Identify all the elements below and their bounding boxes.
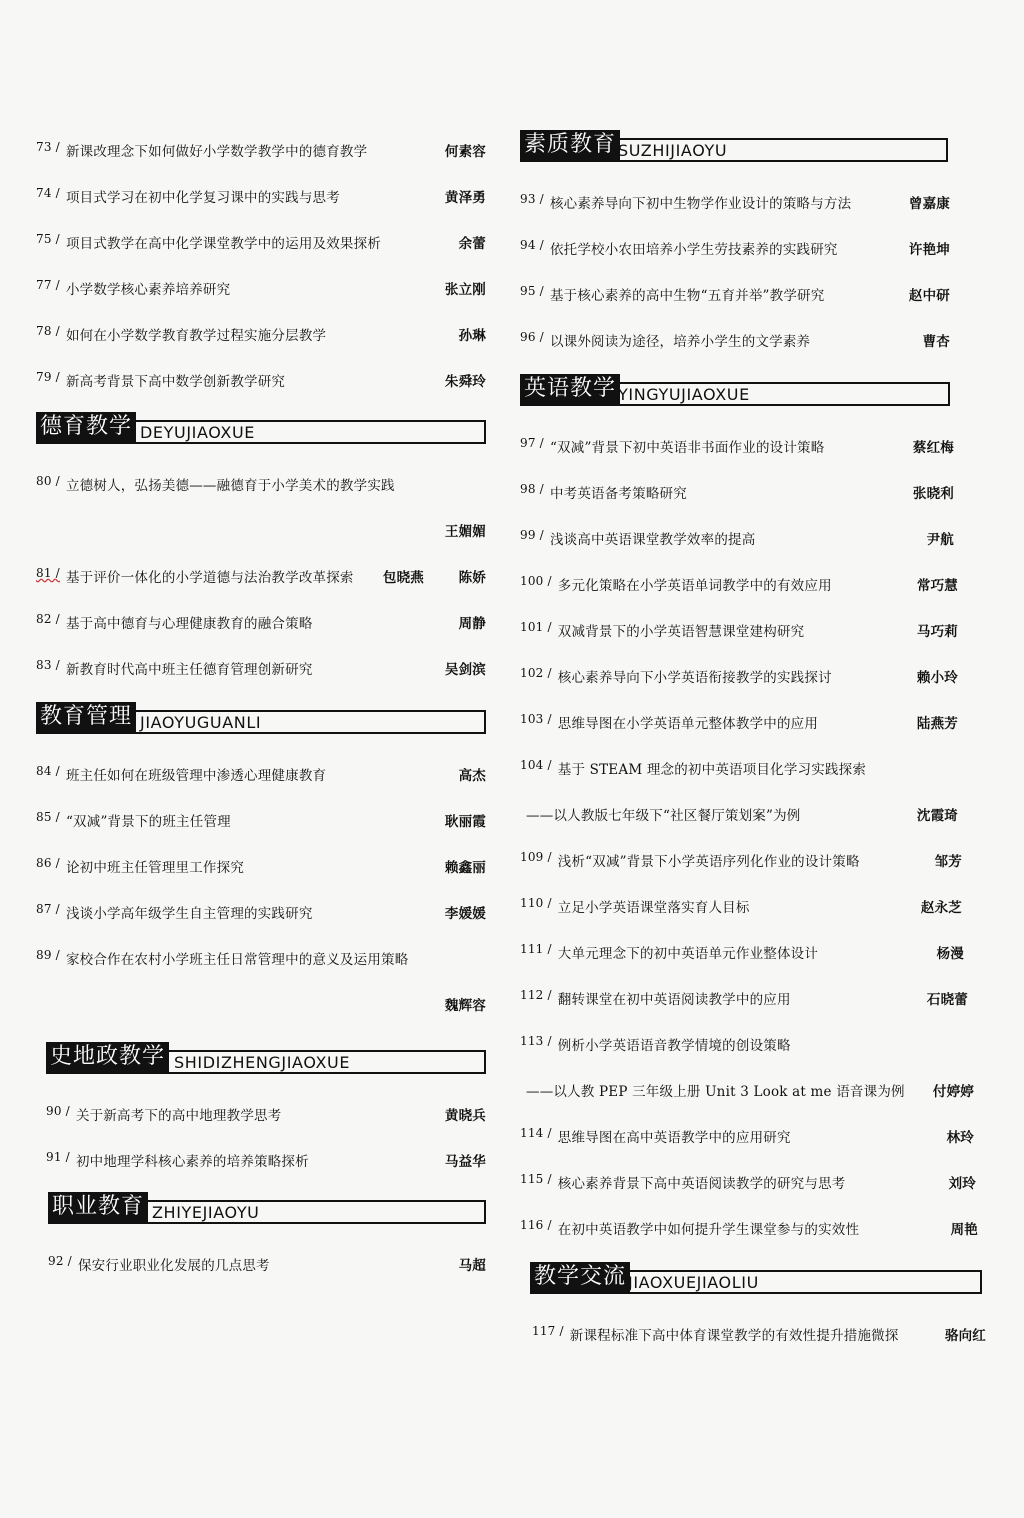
entry-title: 浅谈高中英语课堂教学效率的提高: [549, 532, 756, 548]
entry-title: 家校合作在农村小学班主任日常管理中的意义及运用策略: [65, 952, 409, 968]
entry-title: 浅谈小学高年级学生自主管理的实践研究: [65, 906, 313, 922]
toc-entry[interactable]: 80 / 立德树人，弘扬美德——融德育于小学美术的教学实践 王媚媚: [36, 474, 486, 540]
toc-entry[interactable]: 101 / 双减背景下的小学英语智慧课堂建构研究 马巧莉: [520, 620, 958, 640]
entry-author: 常巧慧: [916, 578, 958, 594]
section-title-cn: 德育教学: [36, 412, 136, 442]
toc-entry[interactable]: 111 / 大单元理念下的初中英语单元作业整体设计 杨漫: [520, 942, 964, 962]
entry-author: 黄晓兵: [444, 1108, 486, 1124]
entry-title: 核心素养背景下高中英语阅读教学的研究与思考: [557, 1176, 846, 1192]
toc-entry[interactable]: 79 / 新高考背景下高中数学创新教学研究 朱舜玲: [36, 370, 486, 390]
right-column: [520, 128, 986, 1370]
section-title-cn: 教育管理: [36, 702, 136, 732]
section-title-cn: 教学交流: [530, 1262, 630, 1292]
toc-entry[interactable]: 99 / 浅谈高中英语课堂教学效率的提高 尹航: [520, 528, 954, 548]
entry-title: 思维导图在高中英语教学中的应用研究: [557, 1130, 791, 1146]
toc-entry[interactable]: 114 / 思维导图在高中英语教学中的应用研究 林玲: [520, 1126, 974, 1146]
entry-author: 许艳坤: [908, 242, 950, 258]
entry-title: 新高考背景下高中数学创新教学研究: [65, 374, 286, 390]
section-header-deyu: [36, 412, 486, 444]
entry-author: 赵永芝: [920, 900, 962, 916]
entry-author: 马益华: [444, 1154, 486, 1170]
entry-title: 基于核心素养的高中生物“五育并举”教学研究: [549, 288, 825, 304]
entry-author: 石晓蕾: [926, 992, 968, 1008]
toc-entry[interactable]: 104 / 基于 STEAM 理念的初中英语项目化学习实践探索: [520, 758, 986, 804]
toc-entry[interactable]: 86 / 论初中班主任管理里工作探究 赖鑫丽: [36, 856, 486, 876]
entry-title: 项目式学习在初中化学复习课中的实践与思考: [65, 190, 340, 206]
entry-author: 周艳: [950, 1222, 978, 1238]
toc-entry[interactable]: 113 / 例析小学英语语音教学情境的创设策略: [520, 1034, 986, 1080]
entry-title: “双减”背景下初中英语非书面作业的设计策略: [549, 440, 825, 456]
entry-author: 李媛媛: [444, 906, 486, 922]
toc-entry[interactable]: 117 / 新课程标准下高中体育课堂教学的有效性提升措施微探 骆向红: [532, 1324, 986, 1344]
section-title-pinyin: JIAOYUGUANLI: [140, 713, 262, 732]
toc-entry-subtitle[interactable]: [520, 804, 986, 850]
entry-title: 以课外阅读为途径，培养小学生的文学素养: [549, 334, 811, 350]
entry-author: 耿丽霞: [444, 814, 486, 830]
section-header-zhiye: [48, 1192, 486, 1224]
entry-title: 如何在小学数学教育教学过程实施分层教学: [65, 328, 327, 344]
entry-title: 论初中班主任管理里工作探究: [65, 860, 245, 876]
entry-title: 双减背景下的小学英语智慧课堂建构研究: [557, 624, 805, 640]
entry-author: 马巧莉: [916, 624, 958, 640]
toc-entry-subtitle[interactable]: [520, 1080, 986, 1126]
entry-author: 孙琳: [458, 328, 486, 344]
entry-author: 杨漫: [936, 946, 964, 962]
section-header-jiaoliu: [530, 1262, 982, 1294]
entry-title: 核心素养导向下初中生物学作业设计的策略与方法: [549, 196, 852, 212]
toc-entry[interactable]: 78 / 如何在小学数学教育教学过程实施分层教学 孙琳: [36, 324, 486, 344]
entry-author: 包晓燕: [382, 570, 424, 586]
toc-entry[interactable]: 77 / 小学数学核心素养培养研究 张立刚: [36, 278, 486, 298]
toc-entry[interactable]: 93 / 核心素养导向下初中生物学作业设计的策略与方法 曾嘉康: [520, 192, 950, 212]
entry-author: 沈霞琦: [916, 808, 958, 824]
entry-author: 邹芳: [934, 854, 962, 870]
entry-title: ——以人教 PEP 三年级上册 Unit 3 Look at me 语音课为例: [526, 1084, 905, 1100]
section-header-guanli: [36, 702, 486, 734]
entry-title: 立德树人，弘扬美德——融德育于小学美术的教学实践: [65, 478, 395, 494]
toc-entry[interactable]: 116 / 在初中英语教学中如何提升学生课堂参与的实效性 周艳: [520, 1218, 978, 1238]
toc-entry[interactable]: 95 / 基于核心素养的高中生物“五育并举”教学研究 赵中研: [520, 284, 950, 304]
toc-entry[interactable]: 87 / 浅谈小学高年级学生自主管理的实践研究 李媛媛: [36, 902, 486, 922]
entry-title: 项目式教学在高中化学课堂教学中的运用及效果探析: [65, 236, 382, 252]
entry-author-2: 陈娇: [458, 570, 486, 586]
entry-title: 在初中英语教学中如何提升学生课堂参与的实效性: [557, 1222, 860, 1238]
toc-entry[interactable]: 81 / 基于评价一体化的小学道德与法治教学改革探索 包晓燕 陈娇: [36, 566, 486, 586]
toc-entry[interactable]: 97 / “双减”背景下初中英语非书面作业的设计策略 蔡红梅: [520, 436, 954, 456]
toc-entry[interactable]: 94 / 依托学校小农田培养小学生劳技素养的实践研究 许艳坤: [520, 238, 950, 258]
entry-author: 尹航: [926, 532, 954, 548]
entry-author: 付婷婷: [932, 1084, 974, 1100]
entry-author: 张晓利: [912, 486, 954, 502]
entry-title: 大单元理念下的初中英语单元作业整体设计: [557, 946, 819, 962]
entry-title: 依托学校小农田培养小学生劳技素养的实践研究: [549, 242, 838, 258]
entry-title: 中考英语备考策略研究: [549, 486, 687, 502]
entry-title: 立足小学英语课堂落实育人目标: [557, 900, 750, 916]
entry-title: 基于 STEAM 理念的初中英语项目化学习实践探索: [557, 762, 867, 778]
entry-author: 赖鑫丽: [444, 860, 486, 876]
toc-entry[interactable]: 82 / 基于高中德育与心理健康教育的融合策略 周静: [36, 612, 486, 632]
toc-entry[interactable]: 96 / 以课外阅读为途径，培养小学生的文学素养 曹杏: [520, 330, 950, 350]
entry-author: 高杰: [458, 768, 486, 784]
entry-author: 马超: [458, 1258, 486, 1274]
toc-entry[interactable]: 98 / 中考英语备考策略研究 张晓利: [520, 482, 954, 502]
entry-title: 多元化策略在小学英语单词教学中的有效应用: [557, 578, 832, 594]
entry-author: 赖小玲: [916, 670, 958, 686]
entry-title: 例析小学英语语音教学情境的创设策略: [557, 1038, 791, 1054]
toc-entry[interactable]: 89 / 家校合作在农村小学班主任日常管理中的意义及运用策略 魏辉容: [36, 948, 486, 1014]
entry-author: 骆向红: [944, 1328, 986, 1344]
entry-author: 魏辉容: [444, 998, 486, 1014]
entry-author: 朱舜玲: [444, 374, 486, 390]
toc-entry[interactable]: 92 / 保安行业职业化发展的几点思考 马超: [48, 1254, 486, 1274]
section-title-cn: 职业教育: [48, 1192, 148, 1222]
toc-entry[interactable]: 90 / 关于新高考下的高中地理教学思考 黄晓兵: [46, 1104, 486, 1124]
entry-author: 蔡红梅: [912, 440, 954, 456]
toc-entry[interactable]: 109 / 浅析“双减”背景下小学英语序列化作业的设计策略 邹芳: [520, 850, 962, 870]
entry-title: 初中地理学科核心素养的培养策略探析: [75, 1154, 309, 1170]
section-title-cn: 素质教育: [520, 130, 620, 160]
entry-author: 王媚媚: [444, 524, 486, 540]
entry-title: 班主任如何在班级管理中渗透心理健康教育: [65, 768, 327, 784]
entry-author: 黄泽勇: [444, 190, 486, 206]
toc-entry[interactable]: 91 / 初中地理学科核心素养的培养策略探析 马益华: [46, 1150, 486, 1170]
entry-title: 保安行业职业化发展的几点思考: [77, 1258, 270, 1274]
toc-entry[interactable]: 110 / 立足小学英语课堂落实育人目标 赵永芝: [520, 896, 962, 916]
section-title-cn: 史地政教学: [46, 1042, 169, 1072]
section-title-pinyin: ZHIYEJIAOYU: [152, 1203, 260, 1222]
entry-author: 吴剑滨: [444, 662, 486, 678]
section-title-pinyin: SHIDIZHENGJIAOXUE: [174, 1053, 351, 1072]
section-title-pinyin: JIAOXUEJIAOLIU: [628, 1273, 759, 1292]
entry-title: 小学数学核心素养培养研究: [65, 282, 231, 298]
toc-entry[interactable]: 103 / 思维导图在小学英语单元整体教学中的应用 陆燕芳: [520, 712, 958, 732]
toc-entry[interactable]: 112 / 翻转课堂在初中英语阅读教学中的应用 石晓蕾: [520, 988, 968, 1008]
entry-title: 新课程标准下高中体育课堂教学的有效性提升措施微探: [569, 1328, 899, 1344]
entry-author: 周静: [458, 616, 486, 632]
section-title-pinyin: DEYUJIAOXUE: [140, 423, 255, 442]
toc-entry[interactable]: 73 / 新课改理念下如何做好小学数学教学中的德育教学 何素容: [36, 140, 486, 160]
entry-author: 刘玲: [948, 1176, 976, 1192]
entry-title: 思维导图在小学英语单元整体教学中的应用: [557, 716, 819, 732]
section-title-pinyin: SUZHIJIAOYU: [618, 141, 728, 160]
entry-title: “双减”背景下的班主任管理: [65, 814, 231, 830]
section-header-yingyu: [520, 374, 950, 406]
entry-title: ——以人教版七年级下“社区餐厅策划案”为例: [526, 808, 801, 824]
entry-title: 核心素养导向下小学英语衔接教学的实践探讨: [557, 670, 832, 686]
entry-author: 曹杏: [922, 334, 950, 350]
toc-entry[interactable]: 74 / 项目式学习在初中化学复习课中的实践与思考 黄泽勇: [36, 186, 486, 206]
entry-title: 关于新高考下的高中地理教学思考: [75, 1108, 282, 1124]
left-column: [36, 140, 486, 1300]
entry-author: 赵中研: [908, 288, 950, 304]
toc-entry[interactable]: 85 / “双减”背景下的班主任管理 耿丽霞: [36, 810, 486, 830]
yingyu-list: [520, 436, 986, 1260]
entry-title: 新课改理念下如何做好小学数学教学中的德育教学: [65, 144, 368, 160]
toc-entry[interactable]: 100 / 多元化策略在小学英语单词教学中的有效应用 常巧慧: [520, 574, 958, 594]
toc-entry[interactable]: 84 / 班主任如何在班级管理中渗透心理健康教育 高杰: [36, 764, 486, 784]
entry-title: 基于评价一体化的小学道德与法治教学改革探索: [65, 570, 354, 586]
section-header-suzhi: [520, 130, 948, 162]
toc-entry[interactable]: 83 / 新教育时代高中班主任德育管理创新研究 吴剑滨: [36, 658, 486, 678]
section-title-cn: 英语教学: [520, 374, 620, 404]
section-header-shidizheng: [46, 1042, 486, 1074]
toc-entry[interactable]: 75 / 项目式教学在高中化学课堂教学中的运用及效果探析 余蕾: [36, 232, 486, 252]
toc-entry[interactable]: 102 / 核心素养导向下小学英语衔接教学的实践探讨 赖小玲: [520, 666, 958, 686]
entry-title: 翻转课堂在初中英语阅读教学中的应用: [557, 992, 791, 1008]
entry-title: 浅析“双减”背景下小学英语序列化作业的设计策略: [557, 854, 860, 870]
section-title-pinyin: YINGYUJIAOXUE: [618, 385, 750, 404]
entry-author: 张立刚: [444, 282, 486, 298]
entry-title: 基于高中德育与心理健康教育的融合策略: [65, 616, 313, 632]
entry-author: 林玲: [946, 1130, 974, 1146]
entry-author: 何素容: [444, 144, 486, 160]
entry-author: 陆燕芳: [916, 716, 958, 732]
toc-entry[interactable]: 115 / 核心素养背景下高中英语阅读教学的研究与思考 刘玲: [520, 1172, 976, 1192]
entry-author: 曾嘉康: [908, 196, 950, 212]
entry-title: 新教育时代高中班主任德育管理创新研究: [65, 662, 313, 678]
entry-author: 余蕾: [458, 236, 486, 252]
